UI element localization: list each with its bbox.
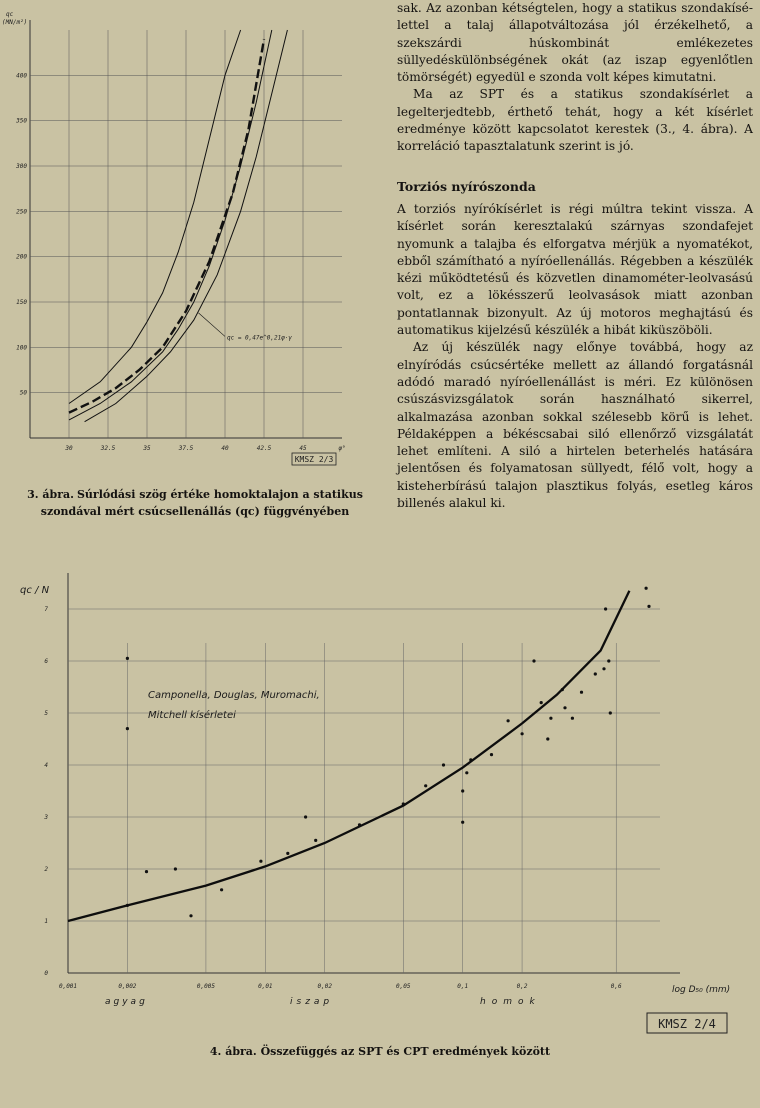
y-axis-label: qc [6,11,14,18]
data-point [314,839,317,842]
data-point [549,717,552,720]
legend-line-2: Mitchell kísérletei [148,710,236,721]
y-tick-label: 250 [16,208,27,216]
figure-4-stamp: KMSZ 2/4 [658,1017,716,1031]
data-point [442,763,445,766]
y-tick-label: 50 [19,389,27,397]
data-point [174,867,177,870]
data-point [647,605,650,608]
figure-3-chart [0,0,390,470]
x-tick-label: 0,2 [516,983,528,990]
x-tick-label: 0,002 [118,983,137,990]
data-point [609,711,612,714]
data-point [594,672,597,675]
data-point [490,753,493,756]
x-tick-label: 32.5 [100,445,116,452]
y-tick-label: 1 [44,918,48,925]
x-tick-label: 0,001 [58,983,78,990]
data-point [604,607,607,610]
data-point [461,821,464,824]
x-tick-label: 40 [221,445,229,452]
figure-3-caption-label: 3. ábra. [27,488,74,501]
x-tick-label: 0,1 [457,983,469,990]
figure-3-stamp: KMSZ 2/3 [294,455,334,464]
x-tick-label: 0,01 [258,983,273,990]
paragraph-3: A torziós nyírókísérlet is régi múltra tekint vissza. A kísérlet során keresztalakú szárnyas szondafejet nyomunk a talajba és elforgatva mérjük a nyomatékot, ebből számítható a nyíróellenállás. Régebben a készülék kézi működtetésű és közvetlen dinamométer-leolvasású volt, ez a lökésszerű leolvasások miatt azonban pontatlannak bizonyult. Az új motoros meghajtású és automatikus kijelzésű készülék a hibát kiküszöböli. [397,201,753,338]
data-point [286,852,289,855]
figure-3-caption-text: Súrlódási szög értéke homoktalajon a statikus szondával mért csúcsellenállás (qc) függvényében [40,488,363,518]
data-point [145,870,148,873]
figure-3 [0,0,390,518]
section-heading: Torziós nyírószonda [397,178,536,194]
x-tick-label: 37.5 [178,445,194,452]
data-point [645,587,648,590]
legend-line-1: Camponella, Douglas, Muromachi, [148,690,320,701]
y-tick-label: 400 [16,72,27,80]
figure-4-caption: 4. ábra. Összefüggés az SPT és CPT eredmények között [209,1045,551,1058]
data-point [602,667,605,670]
data-point [607,659,610,662]
figure-4 [0,555,760,1040]
y-tick-label: 300 [16,163,27,170]
paragraph-2: Ma az SPT és a statikus szondakísérlet a legelterjedtebb, érthető tehát, hogy a két kísérlet eredménye között kapcsolatot kerestek (3., 4. ábra). A korreláció tapasztalatunk szerint is jó. [397,87,753,154]
data-point [424,784,427,787]
fit-curve [68,591,629,921]
x-tick-label: 0,005 [196,983,215,990]
y-tick-label: 2 [44,866,48,873]
data-point [507,719,510,722]
y-tick-label: 100 [16,344,27,352]
soil-label-silt: iszap [290,997,334,1007]
y-axis-label: qc / N [20,585,50,596]
x-tick-label: 45 [299,445,307,452]
y-tick-label: 350 [16,117,27,125]
paragraph-4: Az új készülék nagy előnye továbbá, hogy az elnyíródás csúcsértéke mellett az állandó forgatásnál adódó maradó nyíróellenállást is méri. Ez különösen csúszásvizsgálatok során használható sikerrel, alkalmazása azonban sokkal szélesebb körű is lehet. Példaképpen a békéscsabai siló ellenőrző vizsgálatát lehet említeni. A siló a hirtelen beterhelés hatására jelentősen és folyamatosan süllyedt, félő volt, hogy a kisteherbírású talajon plasztikus folyás, esetleg káros billenés alakul ki. [397,340,753,511]
data-point [461,789,464,792]
curve-1 [69,30,272,420]
data-point [189,914,192,917]
y-tick-label: 4 [44,762,48,769]
y-axis-unit: (MN/m²) [2,19,28,26]
soil-label-sand: homok [480,997,541,1007]
data-point [304,815,307,818]
y-tick-label: 200 [16,253,27,261]
x-tick-label: 0,05 [396,983,411,990]
figure-3-caption [6,486,384,520]
figure-4-chart [0,555,760,1040]
data-point [126,657,129,660]
y-tick-label: 0 [44,970,48,977]
y-tick-label: 3 [44,814,48,821]
x-tick-label: φ° [338,445,346,452]
data-point [259,860,262,863]
curve-label: qc = 0,47e^0,21φ·γ [227,334,293,342]
x-tick-label: 0,6 [610,983,622,990]
data-point [220,888,223,891]
data-point [546,737,549,740]
x-tick-label: 35 [143,445,151,452]
y-tick-label: 5 [44,710,48,717]
data-point [126,727,129,730]
data-point [563,706,566,709]
y-tick-label: 6 [44,658,48,665]
data-point [532,659,535,662]
data-point [521,732,524,735]
article-text-column [397,0,753,512]
data-point [465,771,468,774]
x-tick-label: 30 [65,445,73,452]
x-tick-label: 0,02 [317,983,332,990]
y-tick-label: 150 [16,299,27,306]
x-tick-label: 42.5 [256,445,272,452]
data-point [540,701,543,704]
data-point [571,717,574,720]
x-axis-label: log D₅₀ (mm) [672,985,731,995]
y-tick-label: 7 [44,606,48,613]
curve-label-leader [198,313,225,337]
data-point [580,691,583,694]
soil-label-clay: agyag [105,997,148,1007]
paragraph-1: sak. Az azonban kétségtelen, hogy a statikus szondakísé- lettel a talaj állapotváltozása jól érzékelhető, a szekszárdi húskombinát emlékezetes süllyedéskülönbségének okát (az iszap egyenlőtlen tömörségét) egyedül e szonda volt képes kimutatni. [397,1,753,85]
